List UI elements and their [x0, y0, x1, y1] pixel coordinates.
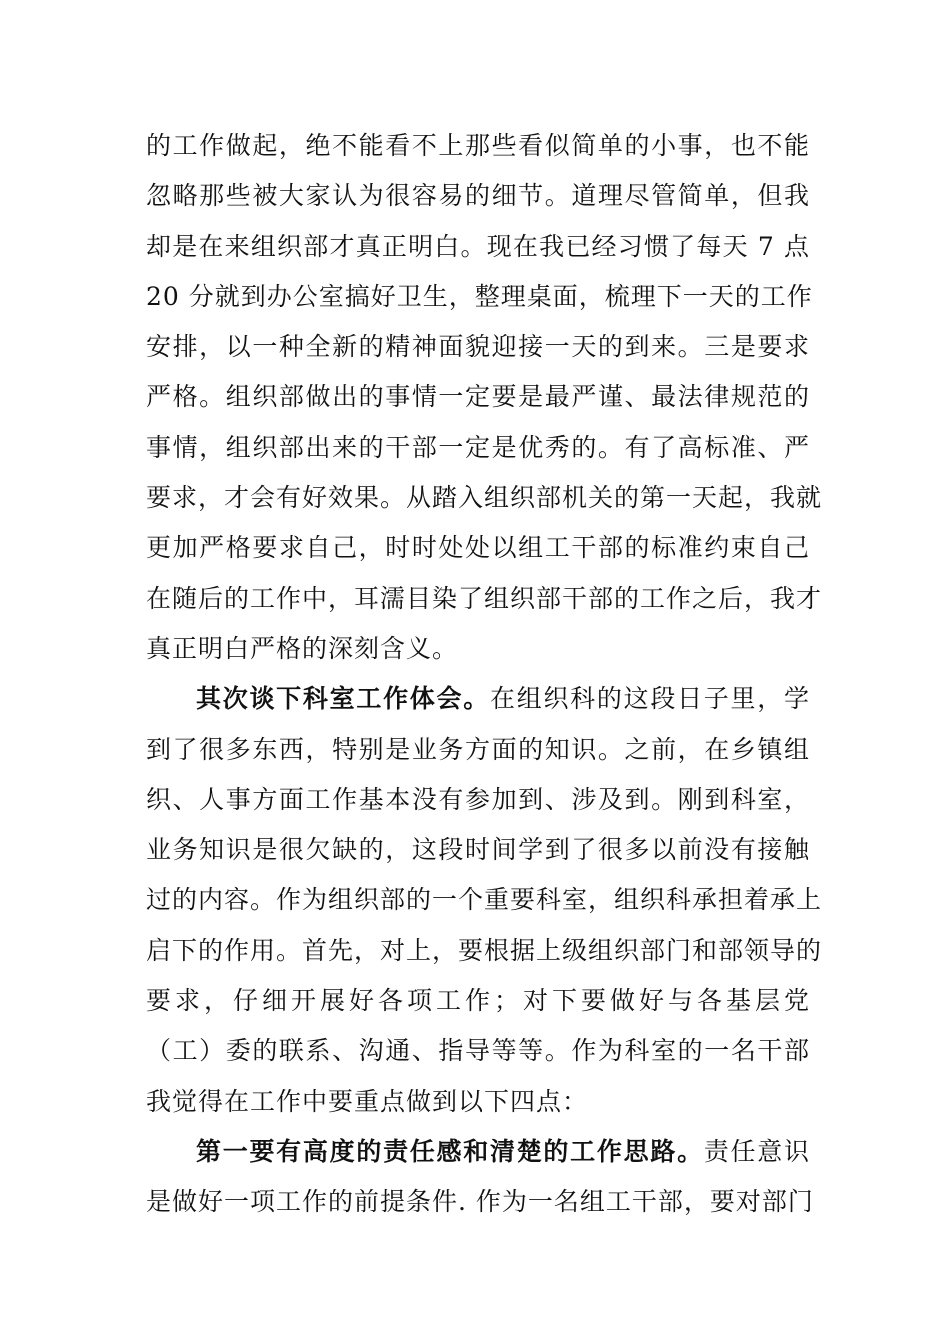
text-line: 织、人事方面工作基本没有参加到、涉及到。刚到科室，	[146, 784, 810, 814]
text-line: 启下的作用。首先，对上，要根据上级组织部门和部领导的	[146, 935, 823, 965]
text-line: 忽略那些被大家认为很容易的细节。道理尽管简单，但我	[146, 181, 810, 211]
text-line: 是做好一项工作的前提条件. 作为一名组工干部，要对部门	[146, 1187, 814, 1217]
text-line: 要求，才会有好效果。从踏入组织部机关的第一天起，我就	[146, 483, 823, 513]
text-line: 更加严格要求自己，时时处处以组工干部的标准约束自己	[146, 533, 810, 563]
paragraph-start-line	[146, 1127, 810, 1177]
text-line: 的工作做起，绝不能看不上那些看似简单的小事，也不能	[146, 131, 810, 160]
text-span: 责任意识	[703, 1136, 810, 1166]
text-line: 业务知识是很欠缺的，这段时间学到了很多以前没有接触	[146, 835, 810, 865]
text-span: 在组织科的这段日子里，学	[490, 684, 810, 714]
text-line: 却是在来组织部才真正明白。现在我已经习惯了每天 7 点	[146, 231, 810, 261]
text-line: 安排，以一种全新的精神面貌迎接一天的到来。三是要求	[146, 332, 810, 362]
text-line: 到了很多东西，特别是业务方面的知识。之前，在乡镇组	[146, 734, 810, 764]
text-line: （工）委的联系、沟通、指导等等。作为科室的一名干部	[146, 1036, 810, 1066]
document-body	[146, 121, 823, 1228]
paragraph-start-line	[146, 674, 810, 724]
text-line: 要求，仔细开展好各项工作；对下要做好与各基层党	[146, 986, 810, 1016]
text-line: 我觉得在工作中要重点做到以下四点：	[146, 1086, 589, 1116]
text-line: 过的内容。作为组织部的一个重要科室，组织科承担着承上	[146, 885, 823, 915]
text-line: 真正明白严格的深刻含义。	[146, 633, 459, 663]
text-line: 在随后的工作中，耳濡目染了组织部干部的工作之后，我才	[146, 583, 823, 613]
section-heading: 其次谈下科室工作体会。	[196, 684, 490, 714]
section-heading: 第一要有高度的责任感和清楚的工作思路。	[196, 1136, 704, 1166]
text-line: 事情，组织部出来的干部一定是优秀的。有了高标准、严	[146, 432, 810, 462]
text-line: 20 分就到办公室搞好卫生，整理桌面，梳理下一天的工作	[146, 281, 813, 311]
text-line: 严格。组织部做出的事情一定要是最严谨、最法律规范的	[146, 382, 810, 412]
